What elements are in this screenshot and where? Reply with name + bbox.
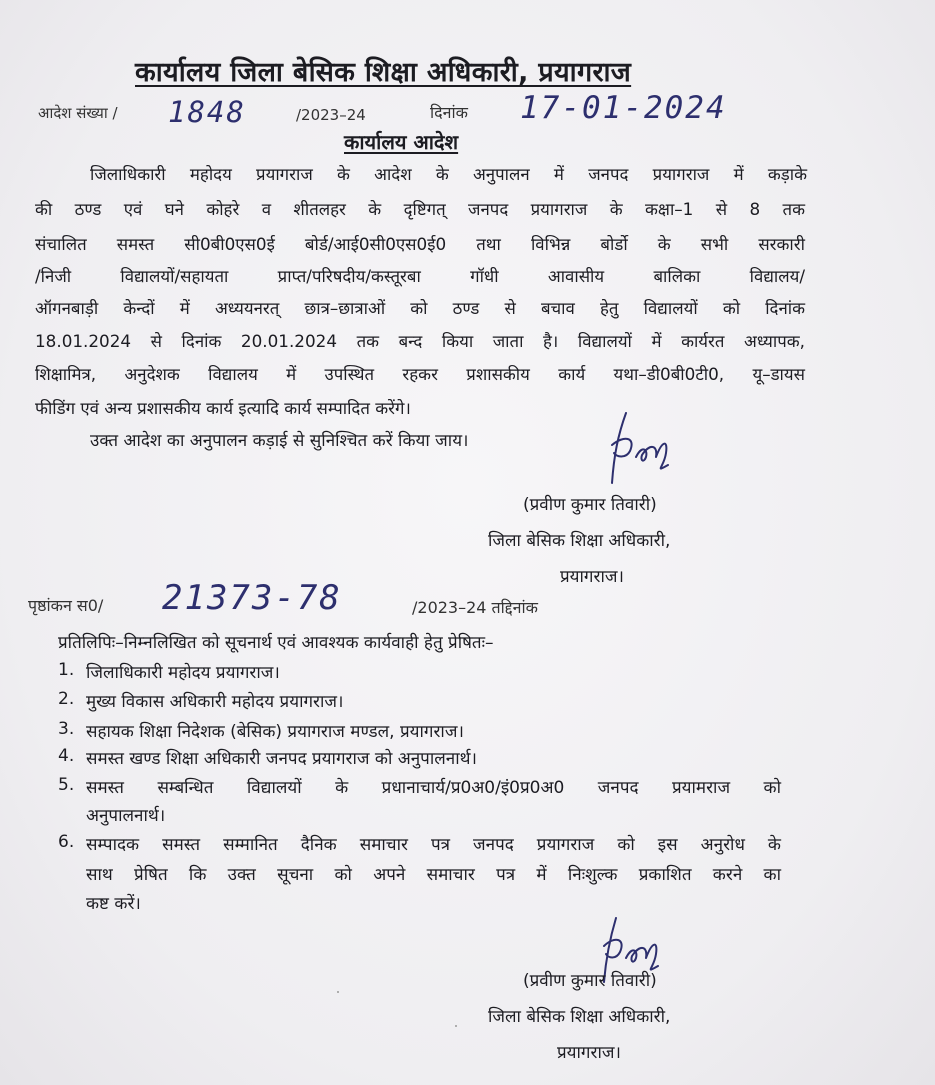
order-line-5: ऑगनबाड़ी केन्दों में अध्ययनरत् छात्र–छात्राओं को ठण्ड से बचाव हेतु विद्यालयों को दिनांक: [35, 298, 805, 318]
endorsement-label: पृष्ठांकन स0/: [28, 596, 104, 615]
list-number-4: 4.: [58, 746, 75, 766]
list-item-1: जिलाधिकारी महोदय प्रयागराज।: [86, 663, 280, 683]
copy-to-line: प्रतिलिपिः–निम्नलिखित को सूचनार्थ एवं आवश्यक कार्यवाही हेतु प्रेषितः–: [58, 633, 494, 653]
list-number-1: 1.: [58, 660, 75, 680]
signature-scribble-icon: [596, 405, 688, 493]
order-line-1: जिलाधिकारी महोदय प्रयागराज के आदेश के अनुपालन में जनपद प्रयागराज में कड़ाके: [90, 164, 807, 184]
order-line-3: संचालित समस्त सी0बी0एस0ई बोर्ड/आई0सी0एस0ई0 तथा विभिन्न बोर्डो के सभी सरकारी: [35, 234, 805, 254]
order-number-label: आदेश संख्या /: [38, 104, 118, 122]
list-item-6-continued: साथ प्रेषित कि उक्त सूचना को अपने समाचार पत्र में निःशुल्क प्रकाशित करने का: [86, 865, 781, 885]
signatory-name-2: (प्रवीण कुमार तिवारी): [523, 971, 657, 991]
list-item-2: मुख्य विकास अधिकारी महोदय प्रयागराज।: [86, 692, 344, 712]
signatory-name-1: (प्रवीण कुमार तिवारी): [523, 495, 657, 515]
date-label: दिनांक: [430, 103, 468, 122]
list-number-5: 5.: [58, 775, 75, 795]
compliance-line: उक्त आदेश का अनुपालन कड़ाई से सुनिश्चित करें किया जाय।: [90, 431, 469, 451]
list-item-5: समस्त सम्बन्धित विद्यालयों के प्रधानाचार्य/प्र0अ0/इं0प्र0अ0 जनपद प्रयामराज को: [86, 778, 781, 798]
order-number-handwritten: 1848: [168, 95, 246, 129]
signatory-city-1: प्रयागराज।: [560, 567, 624, 587]
office-heading: कार्यालय जिला बेसिक शिक्षा अधिकारी, प्रयागराज: [135, 57, 632, 88]
list-item-4: समस्त खण्ड शिक्षा अधिकारी जनपद प्रयागराज को अनुपालनार्थ।: [86, 749, 477, 769]
order-title: कार्यालय आदेश: [344, 130, 459, 154]
order-line-6: 18.01.2024 से दिनांक 20.01.2024 तक बन्द किया जाता है। विद्यालयों में कार्यरत अध्यापक,: [35, 331, 805, 351]
date-handwritten: 17-01-2024: [520, 90, 727, 126]
order-line-7: शिक्षामित्र, अनुदेशक विद्यालय में उपस्थित रहकर प्रशासकीय कार्य यथा–डी0बी0टी0, यू–डायस: [35, 364, 805, 384]
endorsement-number-handwritten: 21373-78: [162, 578, 342, 618]
signatory-designation-2: जिला बेसिक शिक्षा अधिकारी,: [488, 1007, 671, 1027]
list-item-6-continued-2: कष्ट करें।: [86, 894, 141, 914]
order-year: /2023–24: [296, 106, 366, 124]
signatory-designation-1: जिला बेसिक शिक्षा अधिकारी,: [488, 531, 671, 551]
list-item-5-continued: अनुपालनार्थ।: [86, 806, 166, 826]
list-number-6: 6.: [58, 832, 75, 852]
paper-speck: [337, 991, 339, 993]
paper-speck: [455, 1025, 457, 1027]
list-number-2: 2.: [58, 689, 75, 709]
list-item-3: सहायक शिक्षा निदेशक (बेसिक) प्रयागराज मण्डल, प्रयागराज।: [86, 722, 464, 742]
order-line-4: /निजी विद्यालयों/सहायता प्राप्त/परिषदीय/कस्तूरबा गॉधी आवासीय बालिका विद्यालय/: [35, 266, 805, 286]
list-number-3: 3.: [58, 719, 75, 739]
endorsement-year: /2023–24 तद्दिनांक: [412, 598, 538, 617]
signatory-city-2: प्रयागराज।: [557, 1043, 621, 1063]
order-line-8: फीडिंग एवं अन्य प्रशासकीय कार्य इत्यादि कार्य सम्पादित करेंगे।: [35, 398, 411, 418]
list-item-6: सम्पादक समस्त सम्मानित दैनिक समाचार पत्र जनपद प्रयागराज को इस अनुरोध के: [86, 835, 781, 855]
order-line-2: की ठण्ड एवं घने कोहरे व शीतलहर के दृष्टिगत् जनपद प्रयागराज के कक्षा–1 से 8 तक: [35, 199, 805, 219]
